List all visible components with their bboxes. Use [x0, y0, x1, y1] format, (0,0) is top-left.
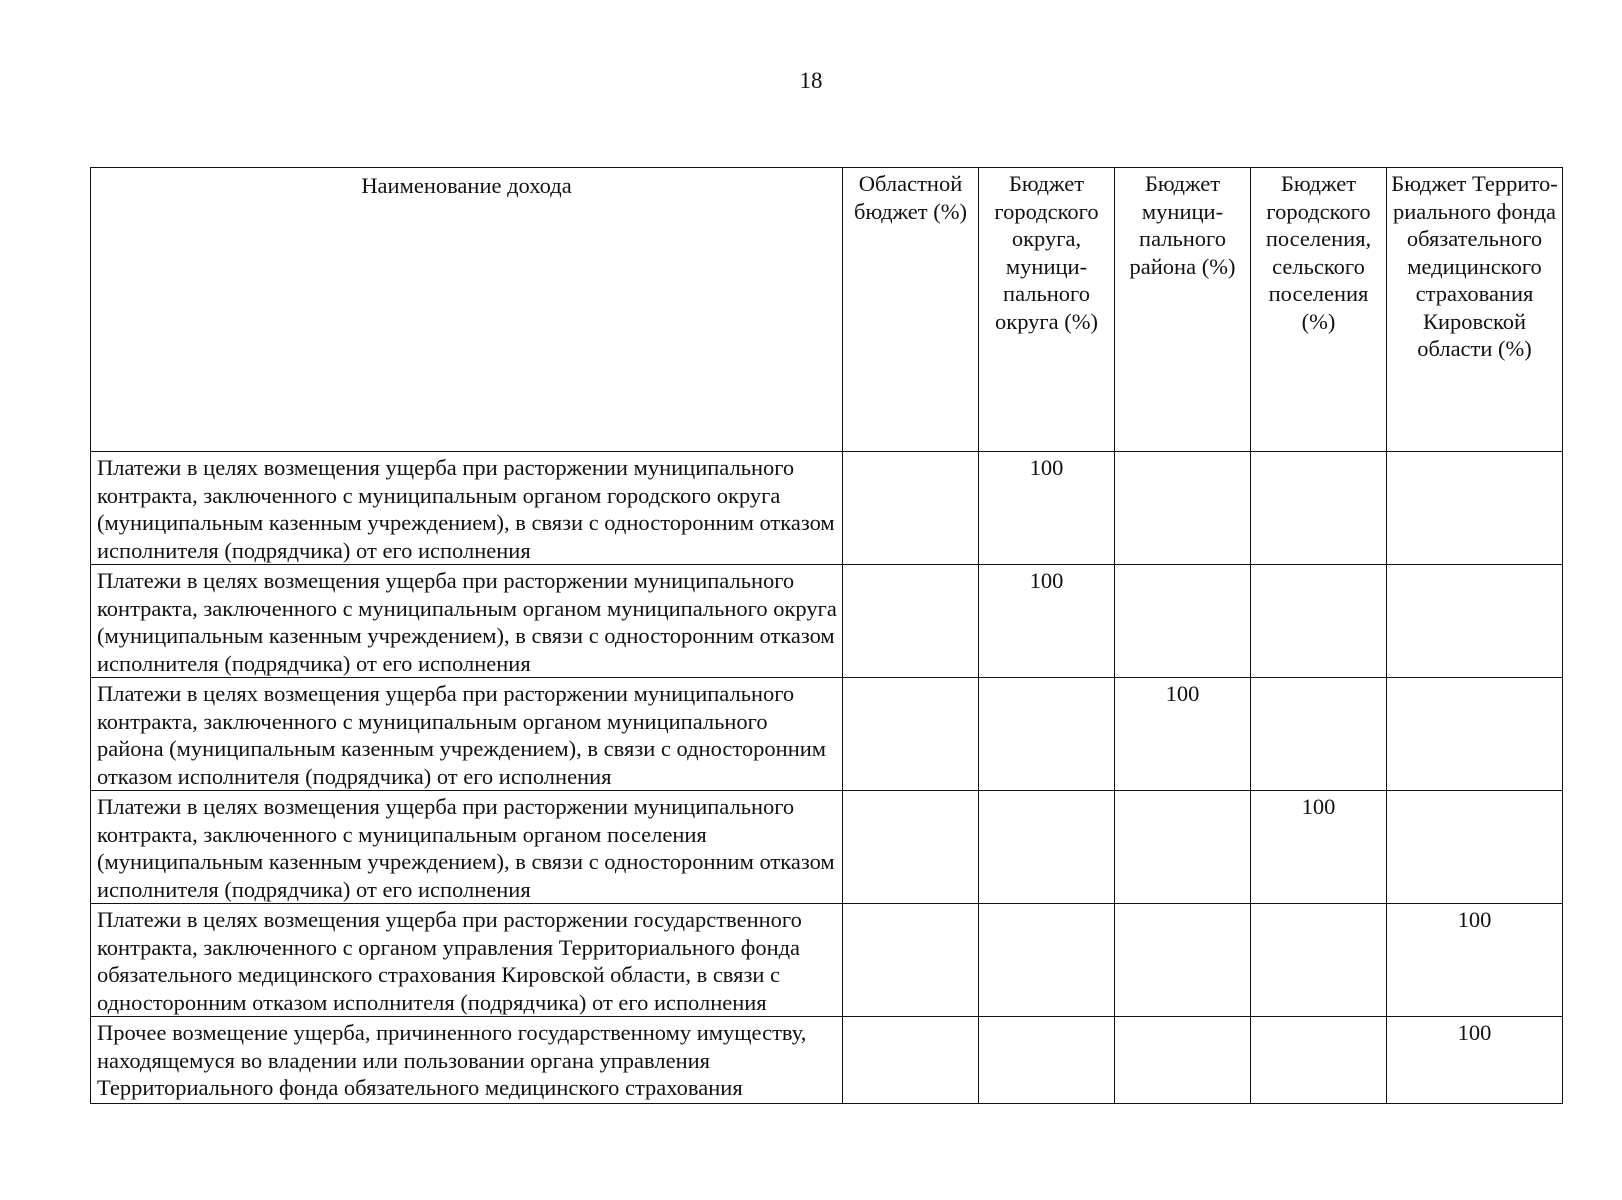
- city-district-budget-cell: [979, 904, 1115, 1017]
- header-regional-budget: Областной бюджет (%): [843, 168, 979, 452]
- health-insurance-fund-budget-cell: 100: [1387, 904, 1563, 1017]
- table-row: [91, 791, 1563, 904]
- header-city-district-budget: Бюджет городского округа, муници-пального округа (%): [979, 168, 1115, 452]
- header-settlement-budget: Бюджет городского поселения, сельского поселения (%): [1251, 168, 1387, 452]
- municipal-district-budget-cell: 100: [1115, 678, 1251, 791]
- table-header-row: [91, 168, 1563, 452]
- regional-budget-cell: [843, 904, 979, 1017]
- city-district-budget-cell: [979, 791, 1115, 904]
- settlement-budget-cell: 100: [1251, 791, 1387, 904]
- city-district-budget-cell: 100: [979, 452, 1115, 565]
- income-distribution-table: [90, 167, 1563, 1104]
- municipal-district-budget-cell: [1115, 791, 1251, 904]
- regional-budget-cell: [843, 452, 979, 565]
- city-district-budget-cell: 100: [979, 565, 1115, 678]
- page-number: 18: [799, 68, 823, 93]
- city-district-budget-cell: [979, 678, 1115, 791]
- income-name-cell: Прочее возмещение ущерба, причиненного государственному имуществу, находящемуся во владении или пользовании органа управления Территориального фонда обязательного медицинского страхования: [91, 1017, 843, 1104]
- municipal-district-budget-cell: [1115, 452, 1251, 565]
- city-district-budget-cell: [979, 1017, 1115, 1104]
- health-insurance-fund-budget-cell: 100: [1387, 1017, 1563, 1104]
- header-health-insurance-fund-budget: Бюджет Террито-риального фонда обязательного медицинского страхования Кировской области (%): [1387, 168, 1563, 452]
- regional-budget-cell: [843, 565, 979, 678]
- settlement-budget-cell: [1251, 904, 1387, 1017]
- municipal-district-budget-cell: [1115, 1017, 1251, 1104]
- income-name-cell: Платежи в целях возмещения ущерба при расторжении муниципального контракта, заключенного с муниципальным органом городского округа (муниципальным казенным учреждением), в связи с односторонним отказом исполнителя (подрядчика) от его исполнения: [91, 452, 843, 565]
- settlement-budget-cell: [1251, 678, 1387, 791]
- table-row: [91, 1017, 1563, 1104]
- table-row: [91, 565, 1563, 678]
- income-name-cell: Платежи в целях возмещения ущерба при расторжении государственного контракта, заключенного с органом управления Территориального фонда обязательного медицинского страхования Кировской области, в связи с односторонним отказом исполнителя (подрядчика) от его исполнения: [91, 904, 843, 1017]
- regional-budget-cell: [843, 678, 979, 791]
- settlement-budget-cell: [1251, 1017, 1387, 1104]
- table-row: [91, 452, 1563, 565]
- income-name-cell: Платежи в целях возмещения ущерба при расторжении муниципального контракта, заключенного с муниципальным органом муниципального округа (муниципальным казенным учреждением), в связи с односторонним отказом исполнителя (подрядчика) от его исполнения: [91, 565, 843, 678]
- regional-budget-cell: [843, 1017, 979, 1104]
- health-insurance-fund-budget-cell: [1387, 452, 1563, 565]
- health-insurance-fund-budget-cell: [1387, 565, 1563, 678]
- health-insurance-fund-budget-cell: [1387, 678, 1563, 791]
- settlement-budget-cell: [1251, 452, 1387, 565]
- settlement-budget-cell: [1251, 565, 1387, 678]
- header-municipal-district-budget: Бюджет муници-пального района (%): [1115, 168, 1251, 452]
- regional-budget-cell: [843, 791, 979, 904]
- income-name-cell: Платежи в целях возмещения ущерба при расторжении муниципального контракта, заключенного с муниципальным органом поселения (муниципальным казенным учреждением), в связи с односторонним отказом исполнителя (подрядчика) от его исполнения: [91, 791, 843, 904]
- header-income-name: Наименование дохода: [91, 168, 843, 452]
- municipal-district-budget-cell: [1115, 565, 1251, 678]
- income-name-cell: Платежи в целях возмещения ущерба при расторжении муниципального контракта, заключенного с муниципальным органом муниципального района (муниципальным казенным учреждением), в связи с односторонним отказом исполнителя (подрядчика) от его исполнения: [91, 678, 843, 791]
- municipal-district-budget-cell: [1115, 904, 1251, 1017]
- table-row: [91, 678, 1563, 791]
- table-row: [91, 904, 1563, 1017]
- health-insurance-fund-budget-cell: [1387, 791, 1563, 904]
